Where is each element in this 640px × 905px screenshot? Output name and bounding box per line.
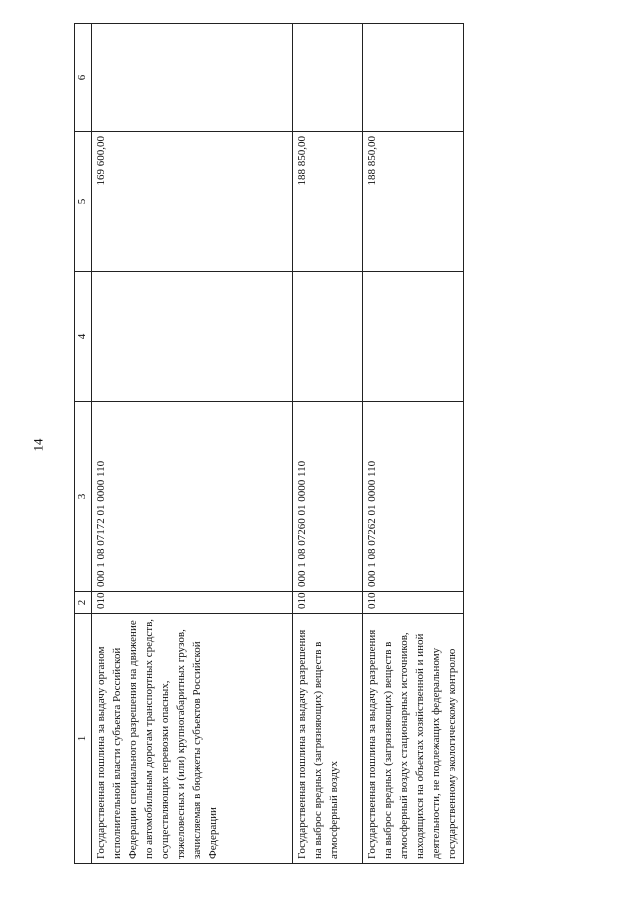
row-name-cell: Государственная пошлина за выдачу разрешения на выброс вредных (загрязняющих) веществ в атмосферный воздух xyxy=(292,614,362,864)
row-col4-cell xyxy=(292,272,362,402)
row-amount-cell: 169 600,00 xyxy=(91,132,292,272)
rotated-table-sheet xyxy=(74,24,458,864)
row-col6-cell xyxy=(91,24,292,132)
row-kbk-cell: 000 1 08 07262 01 0000 110 xyxy=(362,402,463,592)
row-amount-cell: 188 850,00 xyxy=(292,132,362,272)
row-code-cell: 010 xyxy=(362,592,463,614)
row-kbk-cell: 000 1 08 07172 01 0000 110 xyxy=(91,402,292,592)
header-cell: 1 xyxy=(75,614,92,864)
row-col6-cell xyxy=(362,24,463,132)
row-code-cell: 010 xyxy=(292,592,362,614)
row-kbk-cell: 000 1 08 07260 01 0000 110 xyxy=(292,402,362,592)
row-col4-cell xyxy=(362,272,463,402)
row-name-cell: Государственная пошлина за выдачу разрешения на выброс вредных (загрязняющих) веществ в атмосферный воздух стационарных источников, находящихся на объектах хозяйственной и иной деятельности, не подлежащих федеральному государственному экологическому контролю xyxy=(362,614,463,864)
header-cell: 3 xyxy=(75,402,92,592)
row-col4-cell xyxy=(91,272,292,402)
fee-table xyxy=(74,23,464,864)
table-header-row xyxy=(75,24,92,864)
page-number: 14 xyxy=(30,438,46,452)
row-col6-cell xyxy=(292,24,362,132)
table-row xyxy=(362,24,463,864)
row-code-cell: 010 xyxy=(91,592,292,614)
header-cell: 2 xyxy=(75,592,92,614)
row-name-cell: Государственная пошлина за выдачу органом исполнительной власти субъекта Российской Федерации специального разрешения на движение по автомобильным дорогам транспортных средств, осуществляющих перевозки опасных, тяжеловесных и (или) крупногабаритных грузов, зачисляемая в бюджеты субъектов Российской Федерации xyxy=(91,614,292,864)
header-cell: 6 xyxy=(75,24,92,132)
header-cell: 5 xyxy=(75,132,92,272)
row-amount-cell: 188 850,00 xyxy=(362,132,463,272)
table-row xyxy=(292,24,362,864)
table-row xyxy=(91,24,292,864)
header-cell: 4 xyxy=(75,272,92,402)
